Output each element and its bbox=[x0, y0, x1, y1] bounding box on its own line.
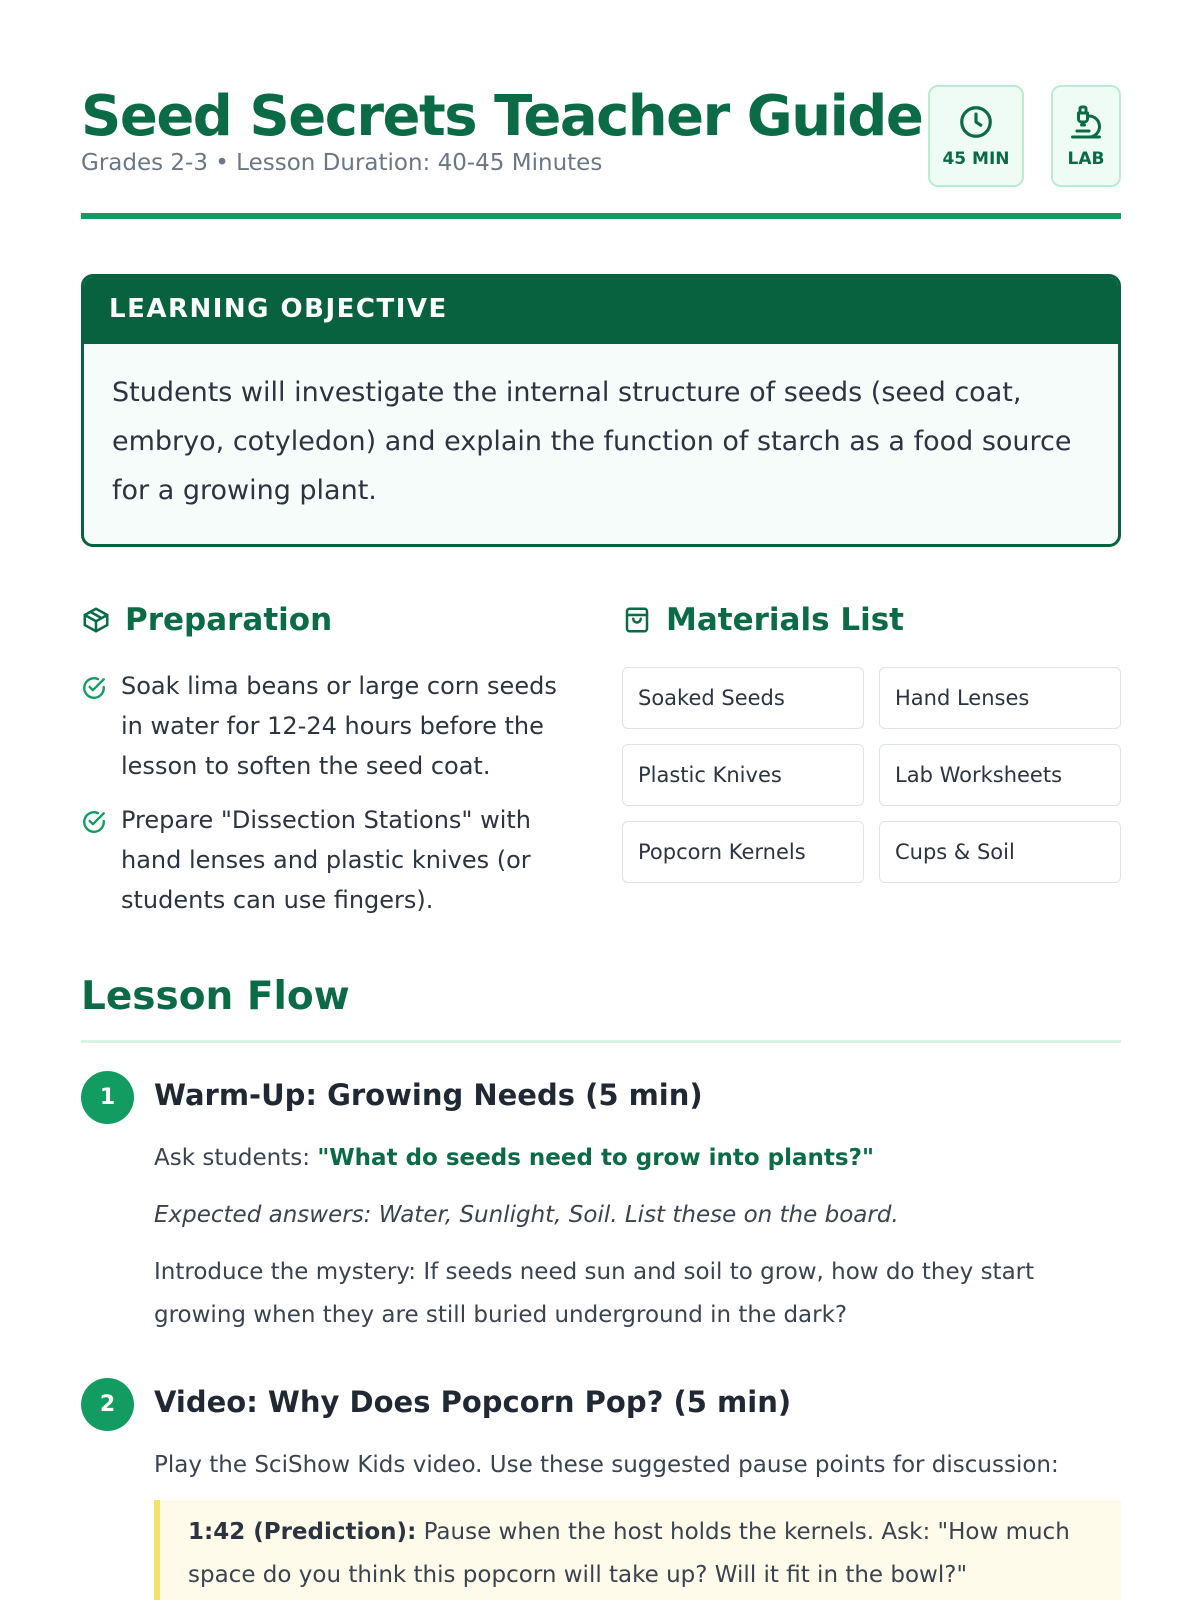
box-icon bbox=[81, 605, 111, 635]
duration-badge-label: 45 MIN bbox=[942, 149, 1010, 169]
material-item: Hand Lenses bbox=[879, 667, 1121, 729]
lesson-flow-heading: Lesson Flow bbox=[81, 974, 350, 1019]
check-circle-icon bbox=[81, 675, 107, 701]
clock-icon bbox=[957, 103, 995, 141]
ask-prefix: Ask students: bbox=[154, 1145, 318, 1171]
material-item: Cups & Soil bbox=[879, 821, 1121, 883]
check-circle-icon bbox=[81, 809, 107, 835]
page-title: Seed Secrets Teacher Guide bbox=[81, 84, 923, 149]
materials-heading bbox=[622, 602, 904, 638]
learning-objective-box bbox=[81, 274, 1121, 547]
step-expected: Expected answers: Water, Sunlight, Soil. List these on the board. bbox=[154, 1202, 899, 1228]
step-title: Warm-Up: Growing Needs (5 min) bbox=[154, 1078, 703, 1112]
lab-badge bbox=[1051, 85, 1121, 187]
bag-icon bbox=[622, 604, 652, 636]
materials-heading-text: Materials List bbox=[666, 602, 904, 638]
step-mystery: Introduce the mystery: If seeds need sun and soil to grow, how do they start growing when they are still buried underground in the dark? bbox=[154, 1259, 1035, 1328]
pause-point-callout bbox=[154, 1500, 1121, 1600]
step-number-badge: 2 bbox=[81, 1378, 134, 1431]
ask-question: "What do seeds need to grow into plants?" bbox=[317, 1145, 874, 1171]
objective-text: Students will investigate the internal structure of seeds (seed coat, embryo, cotyledon) and explain the function of starch as a food source for a growing plant. bbox=[112, 377, 1072, 506]
material-item: Lab Worksheets bbox=[879, 744, 1121, 806]
step-intro: Play the SciShow Kids video. Use these suggested pause points for discussion: bbox=[154, 1452, 1059, 1478]
preparation-heading bbox=[81, 602, 332, 638]
page-subtitle: Grades 2-3 • Lesson Duration: 40-45 Minutes bbox=[81, 150, 603, 176]
objective-heading: LEARNING OBJECTIVE bbox=[84, 277, 1118, 344]
materials-grid bbox=[622, 667, 1122, 883]
step-title: Video: Why Does Popcorn Pop? (5 min) bbox=[154, 1385, 792, 1419]
lab-badge-label: LAB bbox=[1067, 149, 1105, 169]
step-ask bbox=[154, 1137, 1114, 1180]
guide-header bbox=[81, 80, 1121, 220]
list-item bbox=[81, 666, 581, 786]
step-number-badge: 1 bbox=[81, 1071, 134, 1124]
microscope-icon bbox=[1068, 103, 1104, 141]
material-item: Soaked Seeds bbox=[622, 667, 864, 729]
preparation-list bbox=[81, 666, 581, 934]
pause-text: Pause when the host holds the kernels. Ask: "How much space do you think this popcorn will take up? Will it fit in the bowl?" bbox=[188, 1519, 1070, 1588]
duration-badge bbox=[928, 85, 1024, 187]
list-item bbox=[81, 800, 581, 920]
preparation-item-text: Soak lima beans or large corn seeds in water for 12-24 hours before the lesson to soften the seed coat. bbox=[121, 672, 557, 780]
preparation-item-text: Prepare "Dissection Stations" with hand lenses and plastic knives (or students can use fingers). bbox=[121, 806, 532, 914]
lesson-flow-divider bbox=[81, 1040, 1121, 1043]
material-item: Plastic Knives bbox=[622, 744, 864, 806]
material-item: Popcorn Kernels bbox=[622, 821, 864, 883]
preparation-heading-text: Preparation bbox=[125, 602, 333, 638]
pause-label: 1:42 (Prediction): bbox=[188, 1519, 417, 1545]
header-divider bbox=[81, 213, 1121, 219]
